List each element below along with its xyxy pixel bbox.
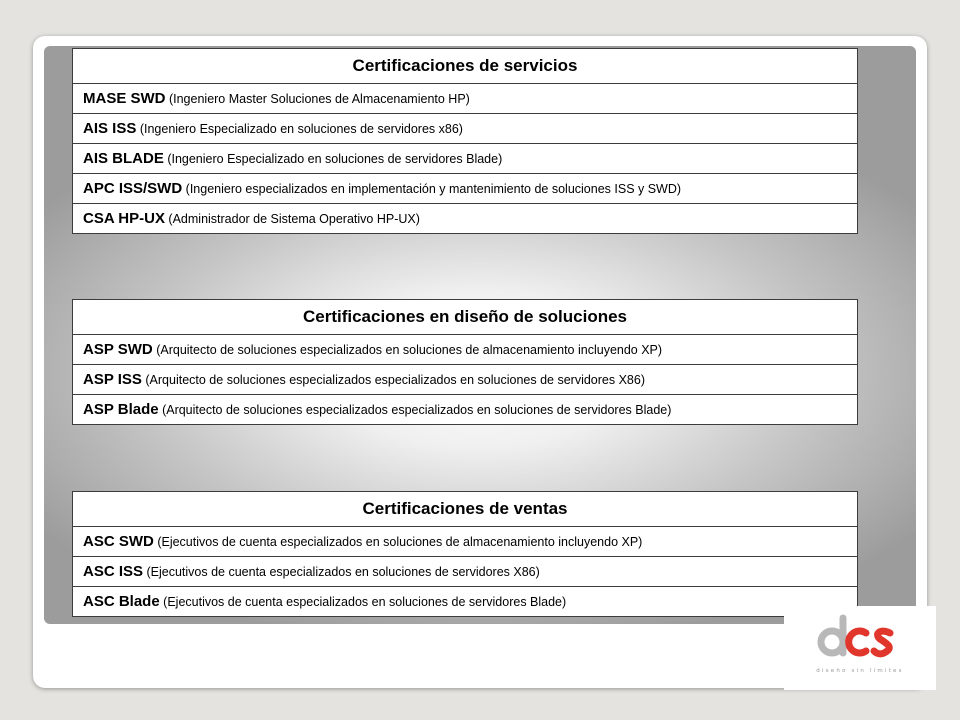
- table-row: [73, 365, 858, 395]
- cert-description: (Arquitecto de soluciones especializados en soluciones de almacenamiento incluyendo XP): [152, 343, 663, 357]
- cert-description: (Ingeniero Especializado en soluciones de servidores Blade): [163, 152, 503, 166]
- table-row: [73, 144, 858, 174]
- cert-code: ASP ISS: [83, 371, 142, 388]
- table-title: Certificaciones de servicios: [73, 49, 858, 84]
- cert-code: ASC Blade: [83, 593, 160, 610]
- dcs-logo: [784, 606, 936, 690]
- cert-description: (Ingeniero Master Soluciones de Almacenamiento HP): [165, 92, 470, 106]
- table-row: [73, 335, 858, 365]
- cert-description: (Ejecutivos de cuenta especializados en soluciones de servidores Blade): [159, 595, 567, 609]
- table-title: Certificaciones de ventas: [73, 492, 858, 527]
- cert-code: AIS BLADE: [83, 150, 164, 167]
- logo-tagline: diseño sin límites: [816, 668, 904, 674]
- cert-code: APC ISS/SWD: [83, 180, 183, 197]
- cert-code: ASC SWD: [83, 533, 154, 550]
- table-row: [73, 174, 858, 204]
- table-row: [73, 114, 858, 144]
- table-row: [73, 84, 858, 114]
- cert-code: ASC ISS: [83, 563, 144, 580]
- cert-code: MASE SWD: [83, 90, 166, 107]
- cert-description: (Arquitecto de soluciones especializados especializados en soluciones de servidores X86): [141, 373, 645, 387]
- cert-description: (Ingeniero especializados en implementación y mantenimiento de soluciones ISS y SWD): [182, 182, 682, 196]
- cert-code: ASP Blade: [83, 401, 159, 418]
- services-certifications-table: [72, 48, 858, 234]
- cert-description: (Arquitecto de soluciones especializados especializados en soluciones de servidores Blade): [158, 403, 672, 417]
- cert-description: (Administrador de Sistema Operativo HP-UX): [164, 212, 420, 226]
- cert-description: (Ejecutivos de cuenta especializados en soluciones de almacenamiento incluyendo XP): [153, 535, 643, 549]
- sales-certifications-table: [72, 491, 858, 617]
- cert-description: (Ingeniero Especializado en soluciones de servidores x86): [136, 122, 463, 136]
- table-row: [73, 395, 858, 425]
- table-row: [73, 557, 858, 587]
- dcs-logo-graphic: [784, 606, 936, 690]
- table-row: [73, 204, 858, 234]
- solution-design-certifications-table: [72, 299, 858, 425]
- table-row: [73, 587, 858, 617]
- cert-description: (Ejecutivos de cuenta especializados en soluciones de servidores X86): [143, 565, 540, 579]
- table-title: Certificaciones en diseño de soluciones: [73, 300, 858, 335]
- cert-code: AIS ISS: [83, 120, 137, 137]
- cert-code: ASP SWD: [83, 341, 153, 358]
- table-row: [73, 527, 858, 557]
- cert-code: CSA HP-UX: [83, 210, 165, 227]
